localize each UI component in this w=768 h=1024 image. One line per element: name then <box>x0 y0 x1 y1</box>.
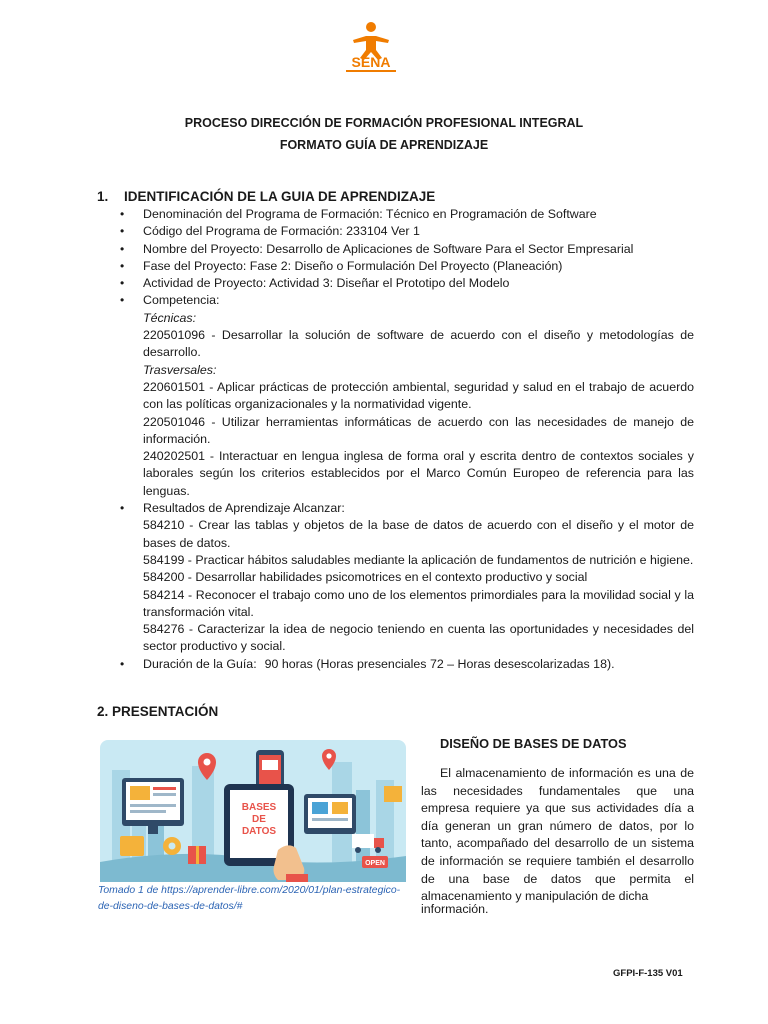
competencia-label: • Competencia: <box>143 293 220 308</box>
resultado: 584199 - Practicar hábitos saludables mediante la aplicación de fundamentos de nutrición e higiene. <box>143 552 694 567</box>
figure-sign: OPEN <box>365 860 385 867</box>
tecnicas-label: Técnicas: <box>143 310 197 325</box>
section1-heading <box>97 189 435 204</box>
figure-caption: Tomado 1 de https://aprender-libre.com/2020/01/plan-estrategico-de-diseno-de-bases-de-datos/# <box>98 885 401 912</box>
presentation-paragraph <box>421 765 694 906</box>
figure-label-line3: DATOS <box>241 826 277 837</box>
duracion-label: Duración de la Guía: <box>143 656 257 671</box>
resultado: 584214 - Reconocer el trabajo como uno de los elementos primordiales para la movilidad social y la transformación vital. <box>143 587 694 619</box>
presentation-subtitle: DISEÑO DE BASES DE DATOS <box>440 736 627 751</box>
duracion-value: 90 horas (Horas presenciales 72 – Horas desescolarizadas 18). <box>264 656 615 671</box>
list-item: • Fase del Proyecto: Fase 2: Diseño o Formulación Del Proyecto (Planeación) <box>120 258 694 275</box>
figure-label-line2: DE <box>252 814 266 825</box>
sena-logo <box>338 20 404 80</box>
footer-code: GFPI-F-135 V01 <box>613 968 683 979</box>
list-item: • Actividad de Proyecto: Actividad 3: Diseñar el Prototipo del Modelo <box>120 275 694 292</box>
document-header-line1: PROCESO DIRECCIÓN DE FORMACIÓN PROFESIONAL INTEGRAL <box>184 116 584 130</box>
section1-title: IDENTIFICACIÓN DE LA GUIA DE APRENDIZAJE <box>124 189 436 204</box>
resultados-item <box>120 500 694 656</box>
trasversales-label: Trasversales: <box>143 362 217 377</box>
resultado: 584210 - Crear las tablas y objetos de la base de datos de acuerdo con el diseño y el motor de bases de datos. <box>143 518 694 550</box>
list-item: • Código del Programa de Formación: 233104 Ver 1 <box>120 223 694 240</box>
resultados-label: • Resultados de Aprendizaje Alcanzar: <box>143 501 345 516</box>
resultado: 584200 - Desarrollar habilidades psicomotrices en el contexto productivo y social <box>143 570 588 585</box>
list-item: • Nombre del Proyecto: Desarrollo de Aplicaciones de Software Para el Sector Empresarial <box>120 241 694 258</box>
section2-heading: 2. PRESENTACIÓN <box>97 704 219 719</box>
section1-number: 1. <box>97 189 109 204</box>
competencia-trasversal: 220601501 - Aplicar prácticas de protección ambiental, seguridad y salud en el trabajo de acuerdo con las políticas organizacionales y la normatividad vigente. <box>143 379 694 412</box>
document-header-line2: FORMATO GUÍA DE APRENDIZAJE <box>279 138 489 152</box>
list-item: • Denominación del Programa de Formación: Técnico en Programación de Software <box>120 206 694 223</box>
competencia-trasversal: 240202501 - Interactuar en lengua inglesa de forma oral y escrita dentro de contextos sociales y laborales según los criterios establecidos por el Marco Común Europeo de referencia para las lenguas. <box>143 449 694 498</box>
paragraph-text: El almacenamiento de información es una de las necesidades fundamentales que una empresa requiere ya que sus actividades día a día generan un gran número de datos, por lo tanto, acompañado del desarrollo de un sistema de información se requiere también el desarrollo de una base de datos que permita el almacenamiento y manipulación de dicha <box>421 766 694 904</box>
competencia-item <box>120 292 694 500</box>
paragraph-tail: información. <box>421 902 489 916</box>
competencia-tecnica: 220501096 - Desarrollar la solución de software de acuerdo con el diseño y metodologías de desarrollo. <box>143 328 694 360</box>
competencia-trasversal: 220501046 - Utilizar herramientas informáticas de acuerdo con las necesidades de manejo de información. <box>143 414 694 446</box>
resultado: 584276 - Caracterizar la idea de negocio teniendo en cuenta las oportunidades y necesidades del sector productivo y social. <box>143 622 694 654</box>
identification-list <box>120 206 694 673</box>
duracion-item <box>120 656 694 673</box>
figure-label-line1: BASES <box>241 802 277 813</box>
database-illustration <box>100 740 406 882</box>
logo-text: SENA <box>351 54 391 70</box>
